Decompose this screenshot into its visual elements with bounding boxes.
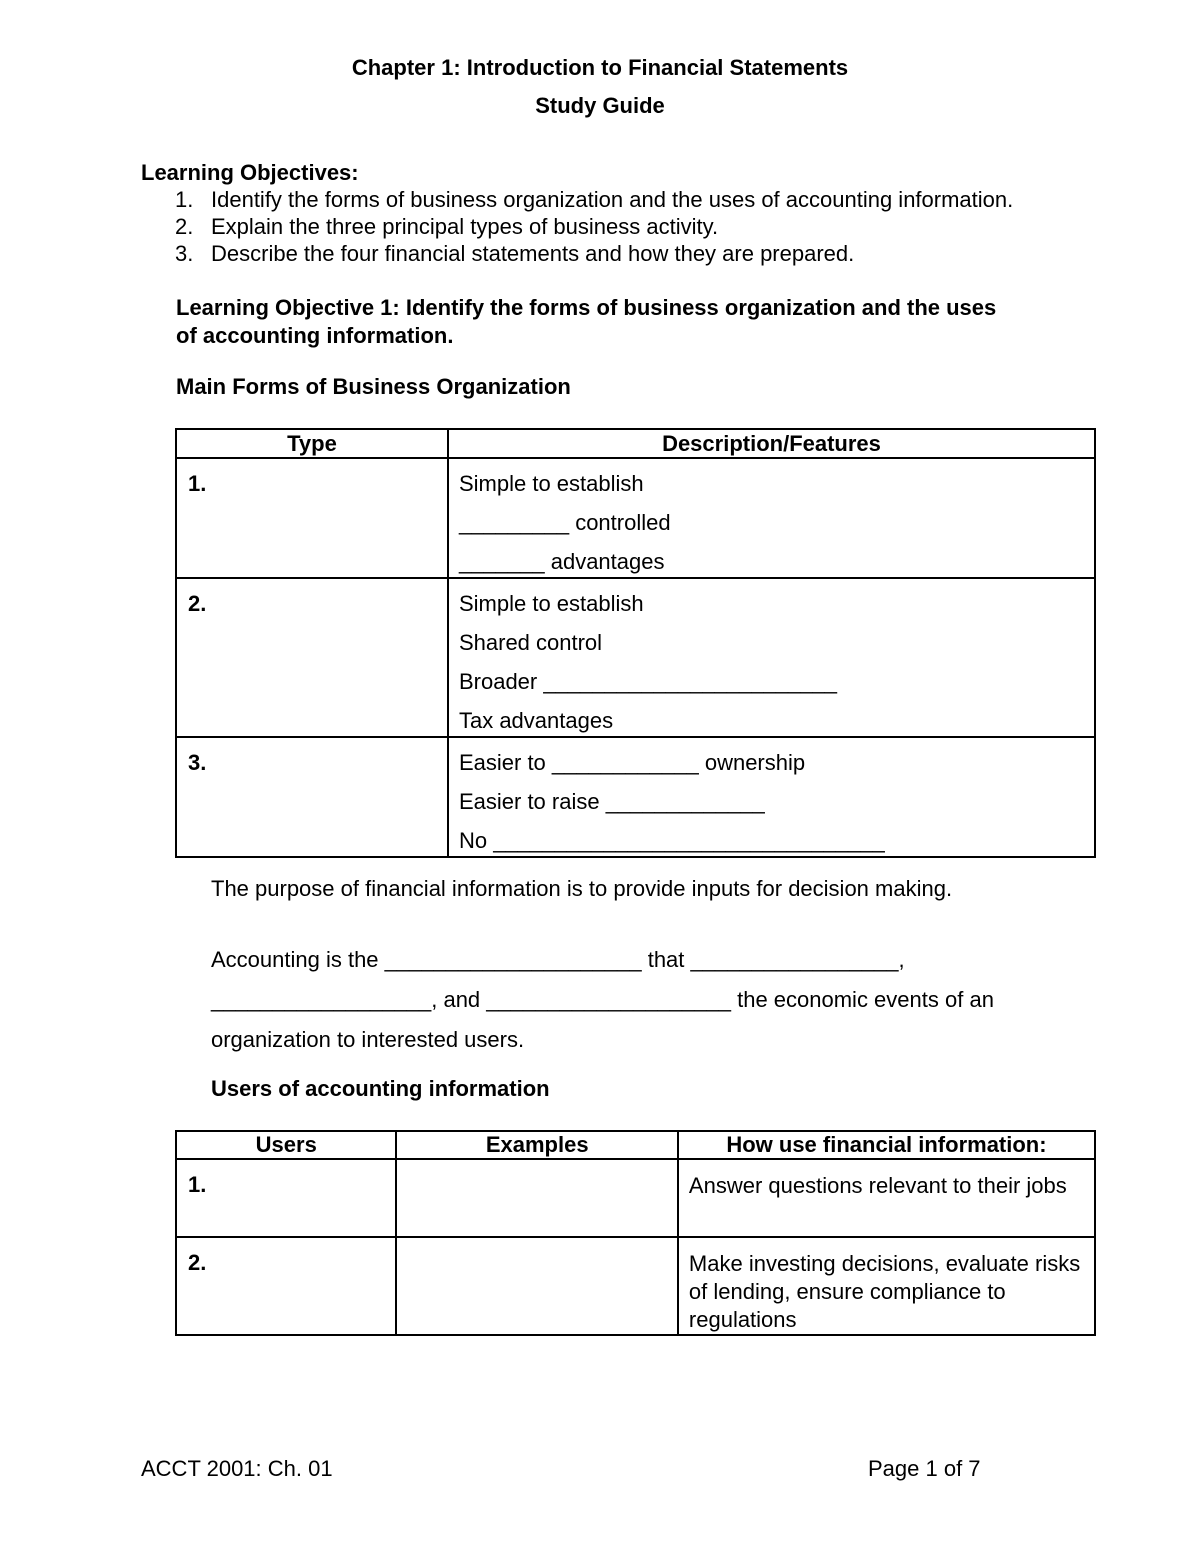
objective-text: Explain the three principal types of business activity. <box>211 214 719 239</box>
objective-item <box>141 186 1013 213</box>
row-number: 2. <box>176 1237 396 1335</box>
column-header-how: How use financial information: <box>678 1131 1095 1159</box>
feature-line: Easier to raise _____________ <box>458 789 765 814</box>
users-heading: Users of accounting information <box>211 1076 550 1101</box>
objective-number: 3. <box>175 241 194 266</box>
row-how: Make investing decisions, evaluate risks of lending, ensure compliance to regulations <box>678 1237 1095 1335</box>
lo1-heading <box>176 294 1076 350</box>
definition-line: organization to interested users. <box>211 1027 525 1052</box>
feature-line: No ________________________________ <box>458 828 885 853</box>
footer-course: ACCT 2001: Ch. 01 <box>141 1456 333 1481</box>
table-row <box>176 458 1095 578</box>
column-header-type: Type <box>176 429 448 458</box>
table-header-row <box>176 1131 1095 1159</box>
footer-page-number: Page 1 of 7 <box>868 1456 981 1481</box>
users-table <box>175 1130 1096 1336</box>
row-description <box>448 737 1095 857</box>
row-how: Answer questions relevant to their jobs <box>678 1159 1095 1237</box>
feature-line: _________ controlled <box>458 510 671 535</box>
purpose-statement: The purpose of financial information is to provide inputs for decision making. <box>211 876 953 901</box>
row-examples <box>396 1159 677 1237</box>
document-title: Chapter 1: Introduction to Financial Statements <box>351 55 849 80</box>
objective-item <box>141 213 1013 240</box>
objective-number: 1. <box>175 187 194 212</box>
forms-heading: Main Forms of Business Organization <box>176 374 571 399</box>
column-header-users: Users <box>176 1131 396 1159</box>
table-row <box>176 1237 1095 1335</box>
learning-objectives-list <box>141 186 1013 267</box>
row-number: 2. <box>176 578 448 737</box>
lo1-heading-line: Learning Objective 1: Identify the forms of business organization and the uses <box>176 295 997 320</box>
table-header-row <box>176 429 1095 458</box>
document-subtitle: Study Guide <box>535 93 665 118</box>
row-number: 3. <box>176 737 448 857</box>
accounting-definition <box>211 940 1071 1060</box>
feature-line: Shared control <box>458 630 603 655</box>
row-description <box>448 578 1095 737</box>
row-examples <box>396 1237 677 1335</box>
table-row <box>176 578 1095 737</box>
feature-line: Simple to establish <box>458 591 644 616</box>
feature-line: Simple to establish <box>458 471 644 496</box>
table-row <box>176 737 1095 857</box>
definition-line: Accounting is the _____________________ that _________________, <box>211 947 905 972</box>
definition-line: __________________, and ____________________ the economic events of an <box>211 987 994 1012</box>
feature-line: Broader ________________________ <box>458 669 837 694</box>
objective-number: 2. <box>175 214 194 239</box>
learning-objectives-heading: Learning Objectives: <box>141 160 359 185</box>
feature-line: Tax advantages <box>458 708 614 733</box>
column-header-description: Description/Features <box>448 429 1095 458</box>
feature-line: _______ advantages <box>458 549 665 574</box>
row-number: 1. <box>176 458 448 578</box>
table-row <box>176 1159 1095 1237</box>
row-description <box>448 458 1095 578</box>
column-header-examples: Examples <box>396 1131 677 1159</box>
row-number: 1. <box>176 1159 396 1237</box>
objective-text: Describe the four financial statements and how they are prepared. <box>211 241 855 266</box>
lo1-heading-line: of accounting information. <box>176 323 454 348</box>
forms-table <box>175 428 1096 858</box>
objective-text: Identify the forms of business organization and the uses of accounting information. <box>211 187 1014 212</box>
feature-line: Easier to ____________ ownership <box>458 750 806 775</box>
objective-item <box>141 240 1013 267</box>
